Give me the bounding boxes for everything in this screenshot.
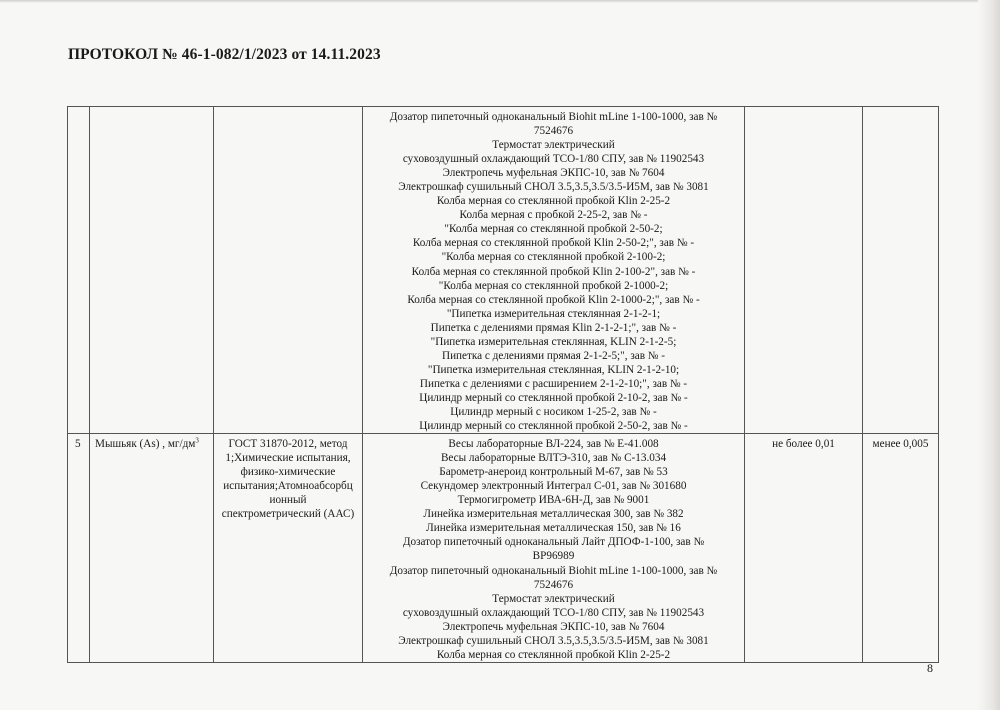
equipment-line: Дозатор пипеточный одноканальный Biohit mLine 1-100-1000, зав № xyxy=(389,111,718,123)
method-cell xyxy=(214,434,363,663)
equipment-line: "Пипетка измерительная стеклянная, KLIN 2-1-2-10; xyxy=(427,363,680,376)
indicator-text: Мышьяк (As) , мг/дм xyxy=(95,438,196,451)
equipment-line: суховоздушный охлаждающий ТСО-1/80 СПУ, зав № 11902543 xyxy=(402,606,705,619)
equipment-line: Цилиндр мерный с носиком 1-25-2, зав № - xyxy=(450,405,657,418)
method-line: ионный xyxy=(269,494,307,507)
equipment-line: Колба мерная с пробкой 2-25-2, зав № - xyxy=(459,209,648,222)
row-number-cell: 5 xyxy=(68,434,90,663)
equipment-line: "Пипетка измерительная стеклянная 2-1-2-1; xyxy=(446,307,661,320)
equipment-line: Колба мерная со стеклянной пробкой Klin 2-100-2", зав № - xyxy=(411,265,696,278)
equipment-line: Пипетка с делениями с расширением 2-1-2-10;", зав № - xyxy=(419,377,688,390)
equipment-line: 7524676 xyxy=(533,125,574,138)
indicator-cell xyxy=(90,107,214,434)
method-line: спектрометрический (ААС) xyxy=(221,508,355,521)
equipment-line: Пипетка с делениями прямая Klin 2-1-2-1;", зав № - xyxy=(430,321,677,334)
equipment-line: Цилиндр мерный со стеклянной пробкой 2-10-2, зав № - xyxy=(419,391,688,404)
protocol-title: ПРОТОКОЛ № 46-1-082/1/2023 от 14.11.2023 xyxy=(68,46,381,63)
equipment-line: Секундомер электронный Интеграл С-01, зав № 301680 xyxy=(420,480,687,493)
method-line: ГОСТ 31870-2012, метод xyxy=(228,438,348,451)
equipment-line: Пипетка с делениями прямая 2-1-2-5;", зав № - xyxy=(441,349,665,362)
equipment-line: Линейка измерительная металлическая 150, зав № 16 xyxy=(426,522,681,535)
method-cell xyxy=(214,107,363,434)
equipment-line: Весы лабораторные ВЛТЭ-310, зав № С-13.034 xyxy=(440,452,667,465)
table-row xyxy=(68,434,939,663)
test-results-table xyxy=(67,106,939,663)
equipment-line: Колба мерная со стеклянной пробкой Klin 2-25-2 xyxy=(436,648,671,661)
equipment-line: "Пипетка измерительная стеклянная, KLIN 2-1-2-5; xyxy=(430,335,677,348)
equipment-cell xyxy=(363,434,745,663)
indicator-cell xyxy=(90,434,214,663)
equipment-line: Барометр-анероид контрольный М-67, зав № 53 xyxy=(439,466,668,479)
norm-cell xyxy=(745,107,863,434)
equipment-line: "Колба мерная со стеклянной пробкой 2-100-2; xyxy=(441,251,666,264)
equipment-line: суховоздушный охлаждающий ТСО-1/80 СПУ, зав № 11902543 xyxy=(402,153,705,166)
scan-edge-right xyxy=(978,0,1000,710)
equipment-line: Весы лабораторные ВЛ-224, зав № Е-41.008 xyxy=(448,438,659,451)
norm-cell: не более 0,01 xyxy=(745,434,863,663)
equipment-line: Термогигрометр ИВА-6Н-Д, зав № 9001 xyxy=(457,494,650,507)
equipment-line: "Колба мерная со стеклянной пробкой 2-50-2; xyxy=(444,223,663,236)
equipment-cell xyxy=(363,107,745,434)
method-line: 1;Химические испытания, xyxy=(225,452,351,465)
result-cell xyxy=(863,107,939,434)
equipment-line: Дозатор пипеточный одноканальный Лайт ДПОФ-1-100, зав № xyxy=(402,536,705,549)
method-line: физико-химические xyxy=(240,466,336,479)
equipment-line: Термостат электрический xyxy=(492,139,615,152)
equipment-line: Цилиндр мерный со стеклянной пробкой 2-50-2, зав № - xyxy=(419,420,688,433)
equipment-line: Электрошкаф сушильный СНОЛ 3.5,3.5,3.5/3.5-И5М, зав № 3081 xyxy=(398,634,709,647)
table-row xyxy=(68,107,939,434)
equipment-line: Колба мерная со стеклянной пробкой Klin 2-25-2 xyxy=(436,195,671,208)
equipment-line: Колба мерная со стеклянной пробкой Klin 2-50-2;", зав № - xyxy=(412,237,695,250)
result-cell: менее 0,005 xyxy=(863,434,939,663)
row-number-cell xyxy=(68,107,90,434)
equipment-line: Колба мерная со стеклянной пробкой Klin 2-1000-2;", зав № - xyxy=(407,293,700,306)
equipment-line: Электропечь муфельная ЭКПС-10, зав № 7604 xyxy=(442,167,665,180)
equipment-line: Термостат электрический xyxy=(492,592,615,605)
equipment-line: Электропечь муфельная ЭКПС-10, зав № 7604 xyxy=(442,620,665,633)
equipment-line: "Колба мерная со стеклянной пробкой 2-1000-2; xyxy=(438,279,669,292)
equipment-line: Дозатор пипеточный одноканальный Biohit mLine 1-100-1000, зав № xyxy=(389,564,718,577)
scan-edge-top xyxy=(0,0,1000,3)
indicator-unit-exponent: 3 xyxy=(195,436,199,445)
method-line: испытания;Атомноабсорбц xyxy=(223,480,353,493)
equipment-line: Линейка измерительная металлическая 300, зав № 382 xyxy=(423,508,684,521)
page-number: 8 xyxy=(927,661,933,675)
equipment-line: Электрошкаф сушильный СНОЛ 3.5,3.5,3.5/3.5-И5М, зав № 3081 xyxy=(398,181,709,194)
equipment-line: ВР96989 xyxy=(532,550,575,563)
equipment-line: 7524676 xyxy=(533,578,574,591)
